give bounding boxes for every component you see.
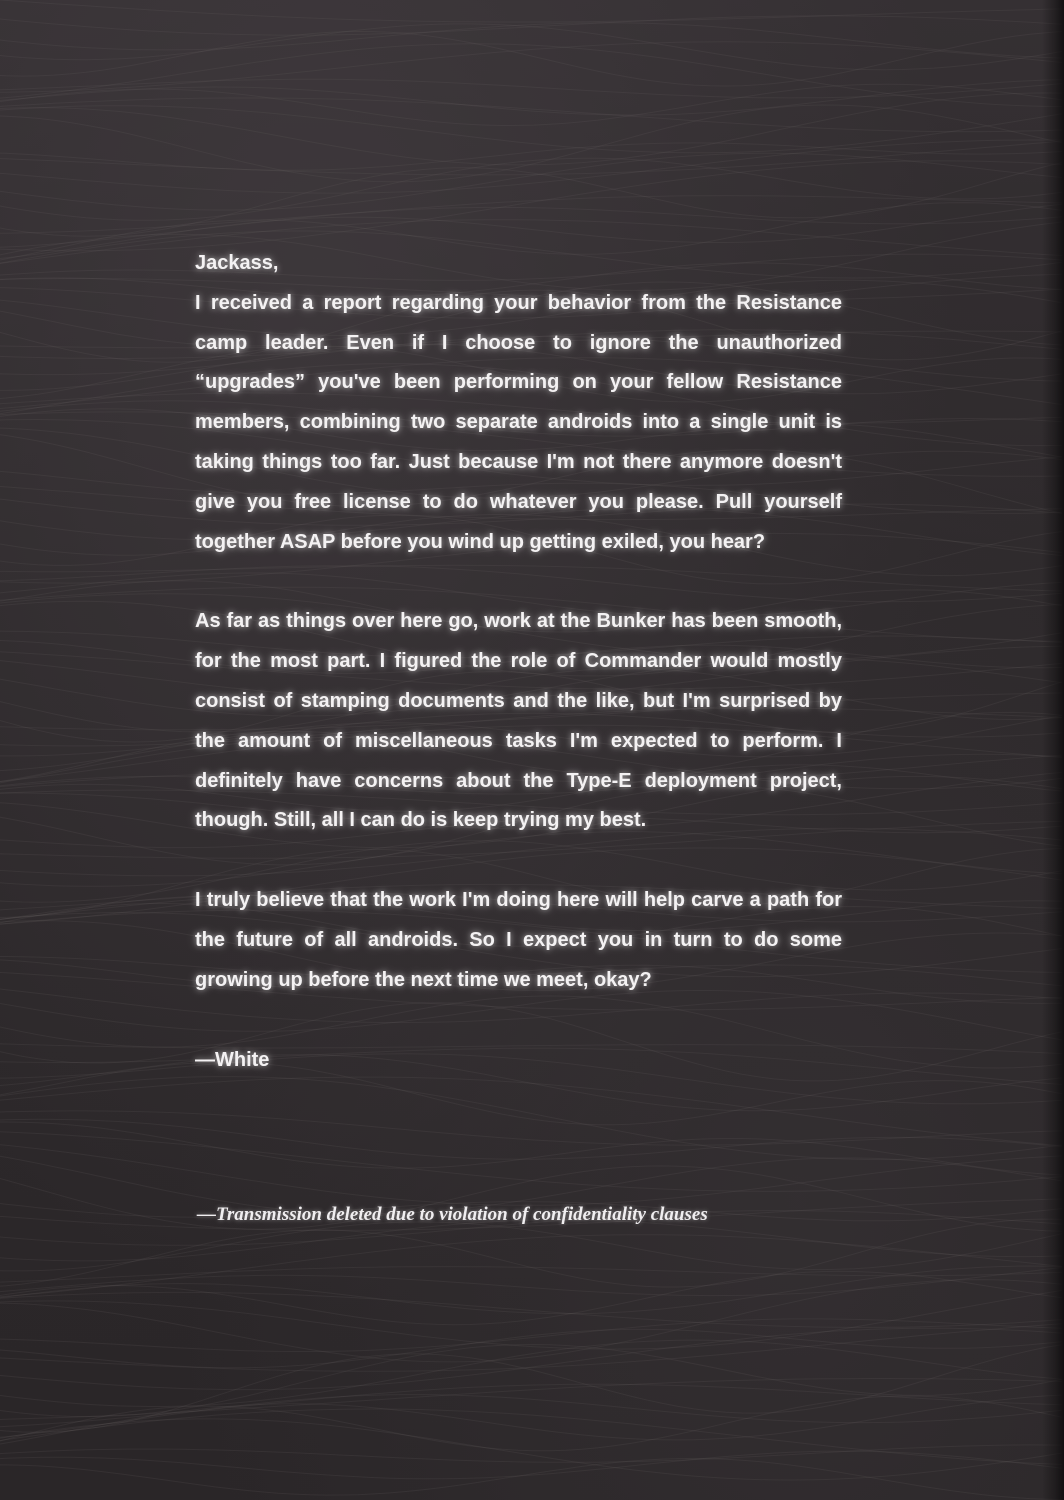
- texture-wave-line: [0, 24, 1062, 70]
- texture-wave-line: [0, 23, 1062, 58]
- texture-wave-line: [0, 143, 1062, 170]
- texture-wave-line: [0, 1119, 1062, 1159]
- letter-paragraph-1: I received a report regarding your behavior from the Resistance camp leader. Even if I choose to ignore the unauthorized “upgrades” you've been performing on your fellow Resistance members, combining two separate androids into a single unit is taking things too far. Just because I'm not there anymore doesn't give you free license to do whatever you please. Pull yourself together ASAP before you wind up getting exiled, you hear?: [195, 291, 842, 553]
- texture-wave-line: [0, 98, 1062, 132]
- texture-wave-line: [0, 140, 1062, 193]
- letter-body: [195, 244, 842, 1080]
- page-edge-shadow: [1042, 0, 1064, 1500]
- texture-wave-line: [0, 1266, 1062, 1314]
- transmission-footnote: —Transmission deleted due to violation of confidentiality clauses: [197, 1204, 708, 1225]
- texture-wave-line: [0, 1144, 1062, 1206]
- texture-wave-line: [0, 163, 1062, 237]
- texture-wave-line: [0, 1077, 1062, 1146]
- texture-wave-line: [0, 16, 1062, 35]
- texture-wave-line: [0, 158, 1062, 220]
- texture-wave-line: [0, 1409, 1062, 1465]
- texture-wave-line: [0, 1395, 1062, 1439]
- texture-wave-line: [0, 0, 1062, 22]
- texture-wave-line: [0, 1268, 1062, 1296]
- texture-wave-line: [0, 106, 1062, 153]
- texture-wave-line: [0, 1396, 1062, 1451]
- texture-wave-line: [0, 153, 1062, 210]
- texture-wave-line: [0, 1292, 1062, 1327]
- letter-greeting: Jackass,: [195, 252, 279, 274]
- texture-wave-line: [0, 1458, 1062, 1499]
- texture-wave-line: [0, 44, 1062, 107]
- letter-paragraph-3: I truly believe that the work I'm doing here will help carve a path for the future of all androids. So I expect you in turn to do some growing up before the next time we meet, okay?: [195, 889, 842, 991]
- texture-wave-line: [0, 141, 1062, 175]
- texture-wave-line: [0, 1111, 1062, 1145]
- texture-wave-line: [0, 1077, 1062, 1160]
- texture-wave-line: [0, 1131, 1062, 1191]
- letter-signature: —White: [195, 1048, 270, 1071]
- letter-paragraph-2: As far as things over here go, work at the Bunker has been smooth, for the most part. I figured the role of Commander would mostly consist of stamping documents and the like, but I'm surprised by the amount of miscellaneous tasks I'm expected to perform. I definitely have concerns about the Type-E deployment project, though. Still, all I can do is keep trying my best.: [195, 610, 842, 832]
- texture-wave-line: [0, 1340, 1062, 1406]
- texture-wave-line: [0, 1329, 1062, 1367]
- texture-wave-line: [0, 1122, 1062, 1175]
- texture-wave-line: [0, 1384, 1062, 1427]
- texture-wave-line: [0, 1345, 1062, 1433]
- texture-wave-line: [0, 1345, 1062, 1417]
